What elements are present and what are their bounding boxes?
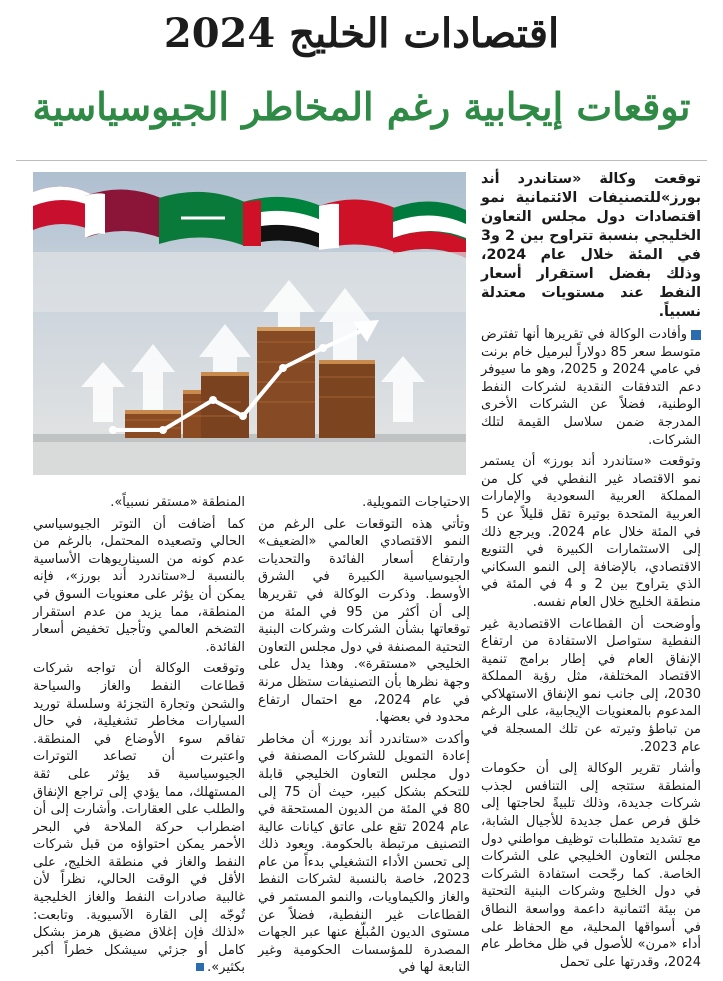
article-column-right: [481, 170, 701, 975]
headline-subtitle: توقعات إيجابية رغم المخاطر الجيوسياسية: [32, 84, 691, 129]
paragraph: كما أضافت أن التوتر الجيوسياسي الحالي وتصعيده المحتمل، بالرغم من عدم كونه من السيناريوهات الأساسية بالنسبة لـ«ستاندرد أند بورز»، فإنه يمكن أن يؤثر على معنويات السوق في المنطقة، مما يزيد من عدم استقرار التضخم العالمي وتأجيل تخفيض أسعار الفائدة.: [33, 516, 245, 655]
paragraph: وتأتي هذه التوقعات على الرغم من النمو الاقتصادي العالمي «الضعيف» وارتفاع أسعار الفائدة والتحديات الجيوسياسية الكبيرة في الشرق الأوسط. وذكرت الوكالة في تقريرها إلى أن أكثر من 95 في المئة من توقعاتها بشأن الشركات وشركات البنية التحتية المصنفة في دول مجلس التعاون الخليجي «مستقرة». وهذا يدل على وجهة نظرها بأن التصنيفات ستظل مرنة في عام 2024، مع احتمال ارتفاع محدود في بعضها.: [258, 516, 470, 726]
headline-title: اقتصادات الخليج 2024: [163, 10, 560, 57]
paragraph: وأفادت الوكالة في تقريرها أنها تفترض متوسط سعر 85 دولاراً لبرميل خام برنت في عامي 2024 و 2025، وهو ما سيوفر دعم التدفقات النقدية لشركات النفط الوطنية، فضلاً عن الشركات الأخرى المدرجة ضمن سلاسل القيمة لتلك الشركات.: [481, 327, 701, 448]
paragraph: الاحتياجات التمويلية.: [362, 495, 470, 510]
article-column-left: [33, 494, 245, 981]
paragraph-marker-icon: [691, 330, 701, 340]
paragraph: المنطقة «مستقر نسبياً».: [110, 495, 245, 510]
paragraph: وأوضحت أن القطاعات الاقتصادية غير النفطية ستواصل الاستفادة من ارتفاع الإنفاق العام في إطار برامج تنمية الاقتصاد المختلفة، مثل رؤية المملكة 2030، إلى جانب نمو الإنفاق الاستهلاكي المدعوم بالمعنويات الإيجابية، على الرغم من تباطؤ وتيرته عن تلك المسجلة في عام 2023.: [481, 616, 701, 755]
divider: [16, 160, 707, 161]
article-lead: توقعت وكالة «ستاندرد أند بورز»للتصنيفات الائتمانية نمو اقتصادات دول مجلس التعاون الخليجي بنسبة تتراوح بين 2 و3 في المئة خلال عام 2024، وذلك بفضل استقرار أسعار النفط عند مستويات معتدلة نسبياً.: [481, 171, 701, 320]
growth-illustration: [33, 172, 466, 475]
paragraph: وأشار تقرير الوكالة إلى أن حكومات المنطقة ستتجه إلى التنافس لجذب شركات جديدة، وذلك تلبيةً لحاجتها إلى خلق فرص عمل جديدة للأجيال الشابة، مع تشديد متطلبات توظيف مواطني دول مجلس التعاون الخليجي على الشركات الخاصة. كما رجّحت استفادة الشركات في دول الخليج وشركات البنية التحتية من بيئة ائتمانية داعمة وواسعة النطاق في أسواقها المحلية، مع الحفاظ على أداء «مرن» للأصول في ظل مخاطر عام 2024، وقدرتها على تحمل: [481, 761, 701, 970]
article-column-middle: [258, 494, 470, 981]
paragraph: وتوقعت الوكالة أن تواجه شركات قطاعات النفط والغاز والسياحة والشحن وتجارة التجزئة وسلسلة توريد السيارات مخاطر تشغيلية، في حال تفاقم سوء الأوضاع في المنطقة. واعتبرت أن تصاعد التوترات الجيوسياسية قد يؤثر على ثقة المستهلك، مما يؤدي إلى تراجع الإنفاق والطلب على العقارات. وأشارت إلى أن اضطراب حركة الملاحة في البحر الأحمر يمكن احتواؤه من قبل شركات النفط والغاز في منطقة الخليج، على الأقل في الوقت الحالي، نظراً لأن غالبية صادرات النفط والغاز الخليجية تُوجّه إلى القارة الآسيوية. وتابعت: «لذلك فإن إغلاق مضيق هرمز بشكل كامل أو جزئي سيشكل خطراً أكبر بكثير».: [33, 661, 245, 976]
end-mark-icon: [196, 963, 204, 971]
paragraph: وتوقعت «ستاندرد أند بورز» أن يستمر نمو الاقتصاد غير النفطي في كل من المملكة العربية السعودية والإمارات العربية المتحدة بوتيرة تقل قليلاً عن 5 في المئة خلال عام 2024. ويرجع ذلك إلى الاستثمارات الكبيرة في التنويع الاقتصادي، بالإضافة إلى النمو السكاني الذي يتراوح بين 2 و 4 في المئة في منطقة الخليج خلال العام نفسه.: [481, 454, 701, 610]
article-photo: [33, 172, 466, 475]
flags-icon: [33, 186, 466, 258]
paragraph: وأكدت «ستاندرد أند بورز» أن مخاطر إعادة التمويل للشركات المصنفة في دول مجلس التعاون الخليجي قابلة للتحكم بشكل كبير، حيث أن 75 إلى 80 في المئة من الديون المستحقة في عام 2024 تقع على عاتق كيانات عالية التصنيف مرتبطة بالحكومة. ويعود ذلك إلى تحسن الأداء التشغيلي بدءاً من عام 2023، خاصة بالنسبة لشركات النفط والغاز والكيماويات، والنمو المستمر في القطاعات غير النفطية، فضلاً عن مستوى الديون المُبلّغ عنها عبر الجهات المصدرة للمؤسسات الحكومية وغير التابعة لها في: [258, 731, 470, 976]
